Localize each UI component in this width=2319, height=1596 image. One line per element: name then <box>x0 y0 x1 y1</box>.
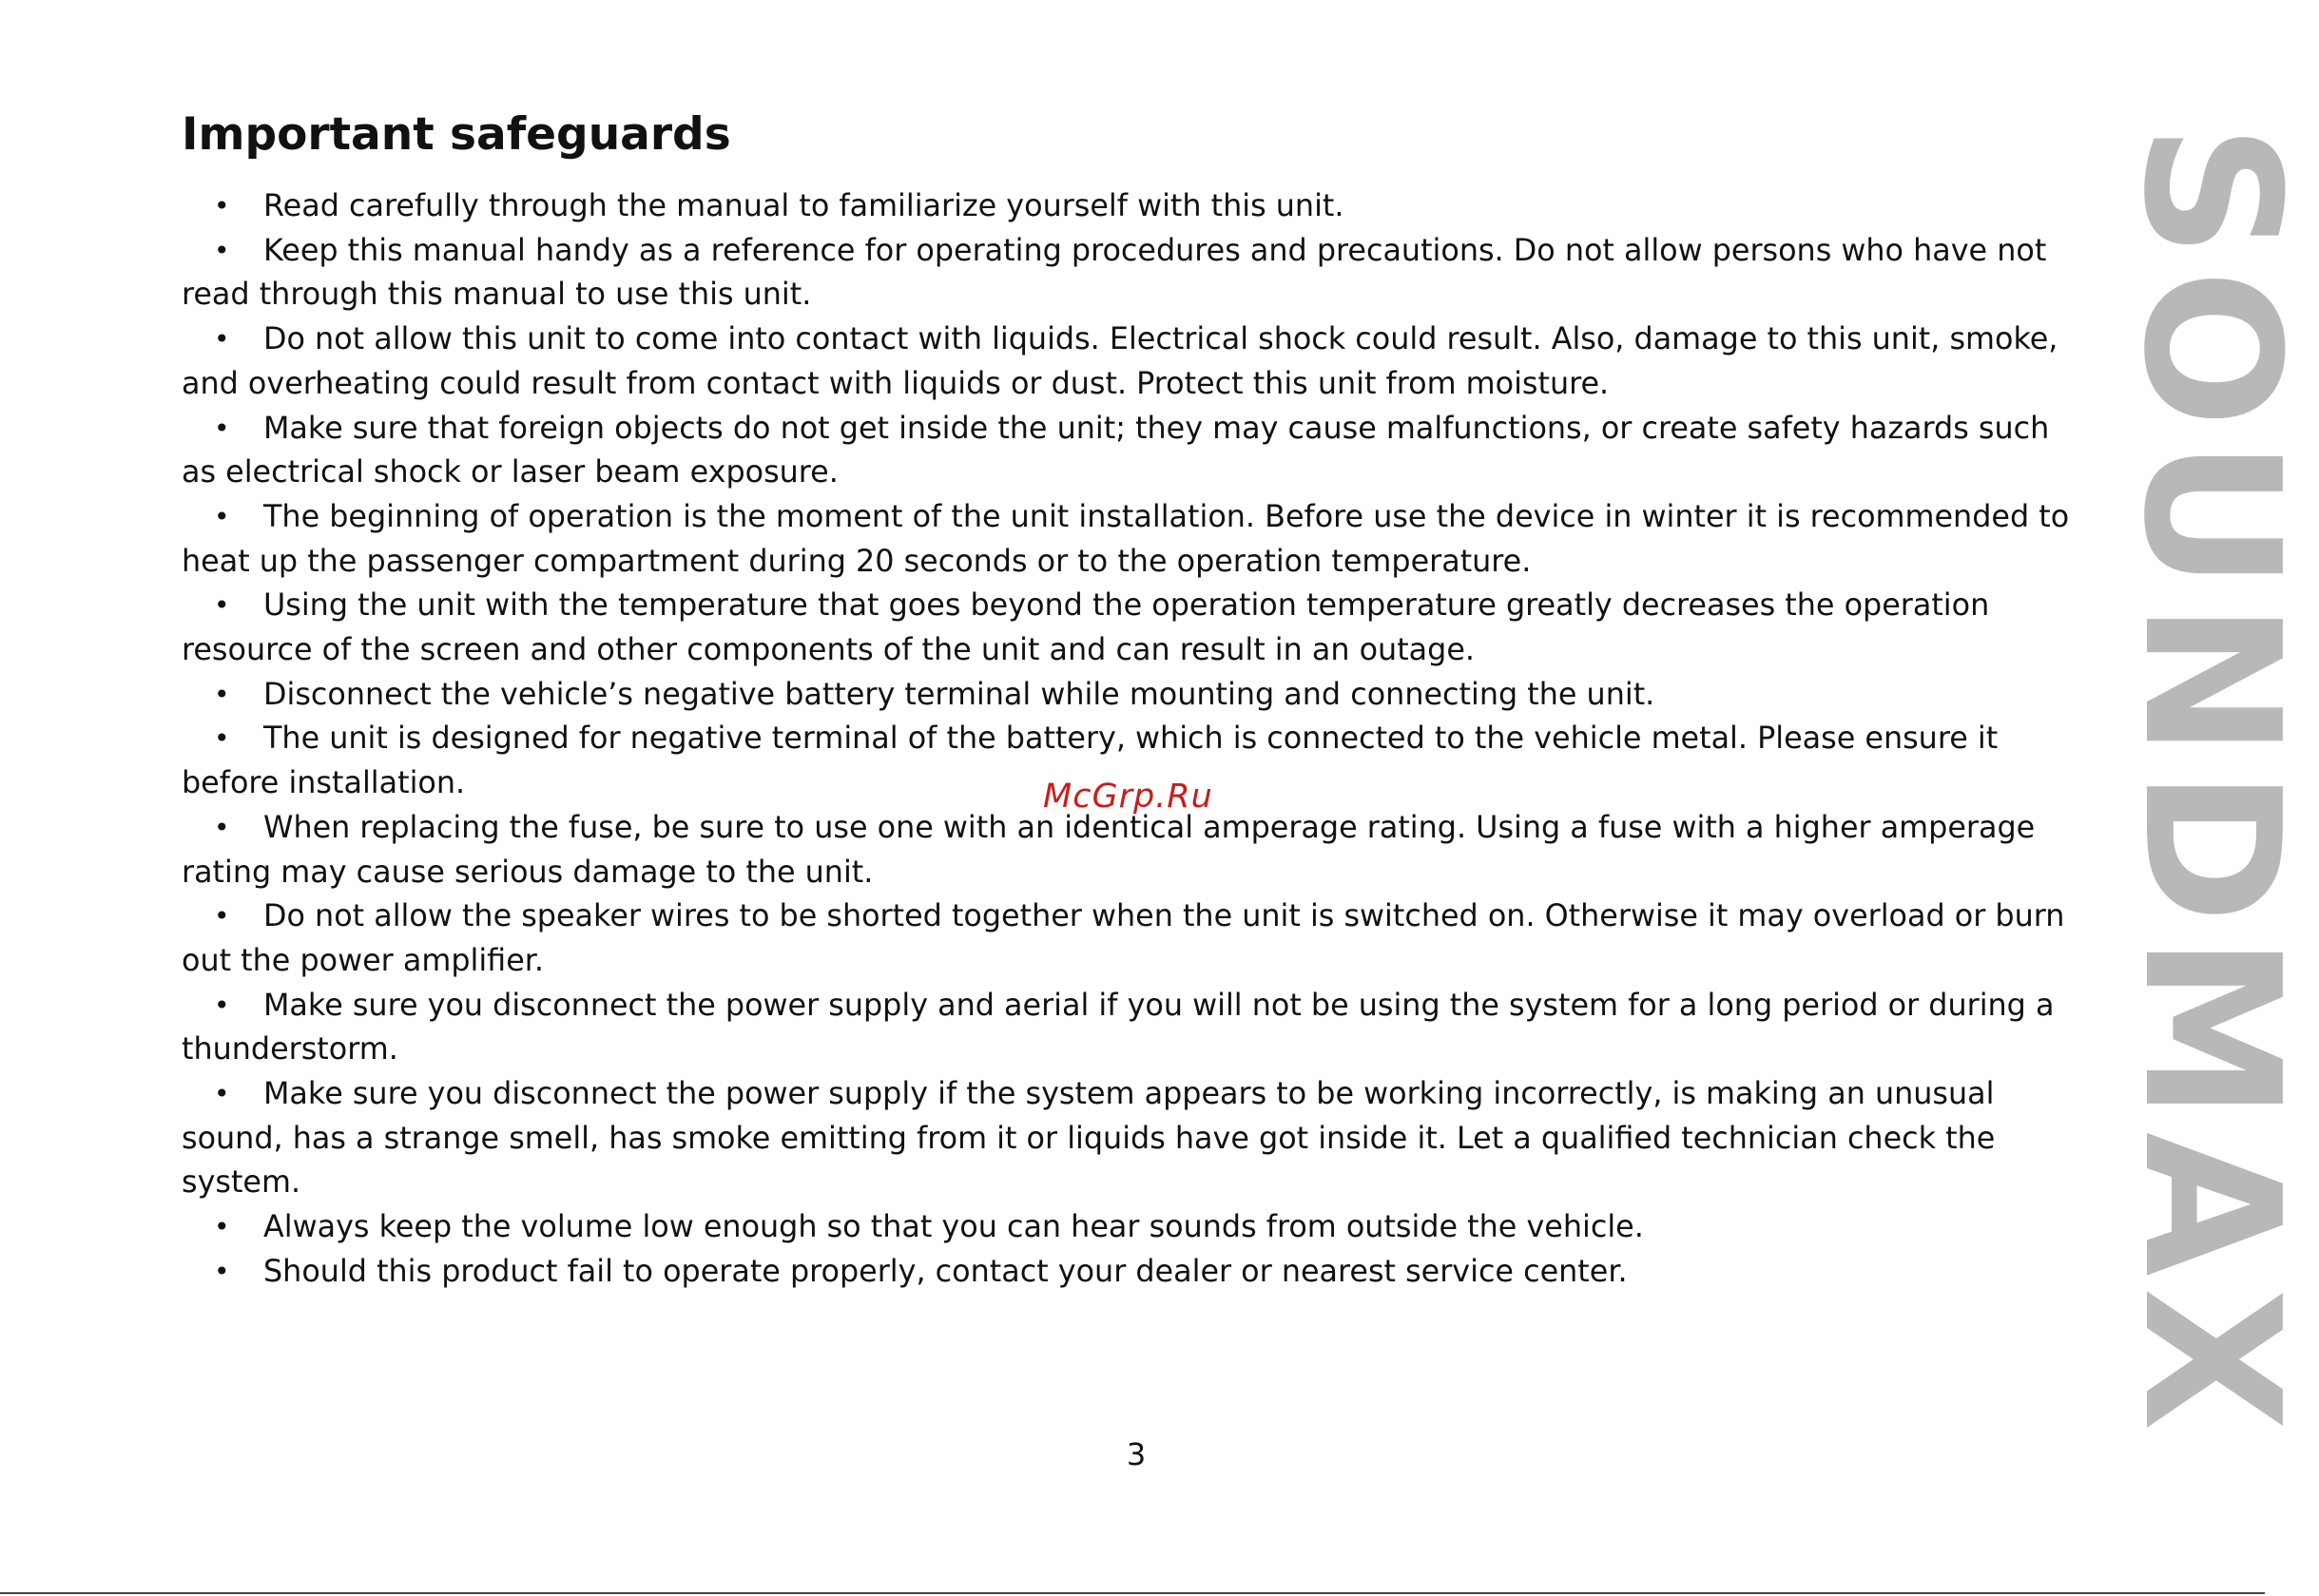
list-item: • The beginning of operation is the moment of the unit installation. Before use the device in winter it is recommended to heat up the passenger compartment during 20 seconds or to the operation temperature. <box>182 495 2093 584</box>
list-item: • Using the unit with the temperature that goes beyond the operation temperature greatly decreases the operation resource of the screen and other components of the unit and can result in an outage. <box>182 584 2093 672</box>
list-item: • Read carefully through the manual to familiarize yourself with this unit. <box>182 184 2093 229</box>
list-item: • The unit is designed for negative terminal of the battery, which is connected to the vehicle metal. Please ensure it before installation. <box>182 717 2093 805</box>
list-item: • Make sure you disconnect the power supply if the system appears to be working incorrectly, is making an unusual sound, has a strange smell, has smoke emitting from it or liquids have got inside it. Let a qualified technician check the system. <box>182 1072 2093 1205</box>
list-item: • Make sure you disconnect the power supply and aerial if you will not be using the system for a long period or during a thunderstorm. <box>182 984 2093 1072</box>
list-item: • Keep this manual handy as a reference for operating procedures and precautions. Do not allow persons who have not read through this manual to use this unit. <box>182 229 2093 317</box>
list-item: • Should this product fail to operate properly, contact your dealer or nearest service center. <box>182 1250 2093 1295</box>
page-title: Important safeguards <box>182 108 731 161</box>
bottom-divider <box>0 1592 2265 1594</box>
brand-logo: SOUNDMAX <box>2102 124 2319 1443</box>
list-item: • Make sure that foreign objects do not get inside the unit; they may cause malfunctions, or create safety hazards such as electrical shock or laser beam exposure. <box>182 407 2093 495</box>
list-item: • Always keep the volume low enough so that you can hear sounds from outside the vehicle. <box>182 1205 2093 1250</box>
list-item: • Do not allow the speaker wires to be shorted together when the unit is switched on. Otherwise it may overload or burn out the power amplifier. <box>182 894 2093 983</box>
list-item: • When replacing the fuse, be sure to use one with an identical amperage rating. Using a fuse with a higher amperage rating may cause serious damage to the unit. <box>182 806 2093 894</box>
list-item: • Disconnect the vehicle’s negative battery terminal while mounting and connecting the unit. <box>182 673 2093 718</box>
watermark-link[interactable]: McGrp.Ru <box>1043 778 1213 816</box>
list-item: • Do not allow this unit to come into contact with liquids. Electrical shock could result. Also, damage to this unit, smoke, and overheating could result from contact with liquids or dust. Protect this unit from moisture. <box>182 317 2093 406</box>
page-number: 3 <box>1126 1436 1147 1472</box>
safeguard-list <box>182 184 2093 1295</box>
